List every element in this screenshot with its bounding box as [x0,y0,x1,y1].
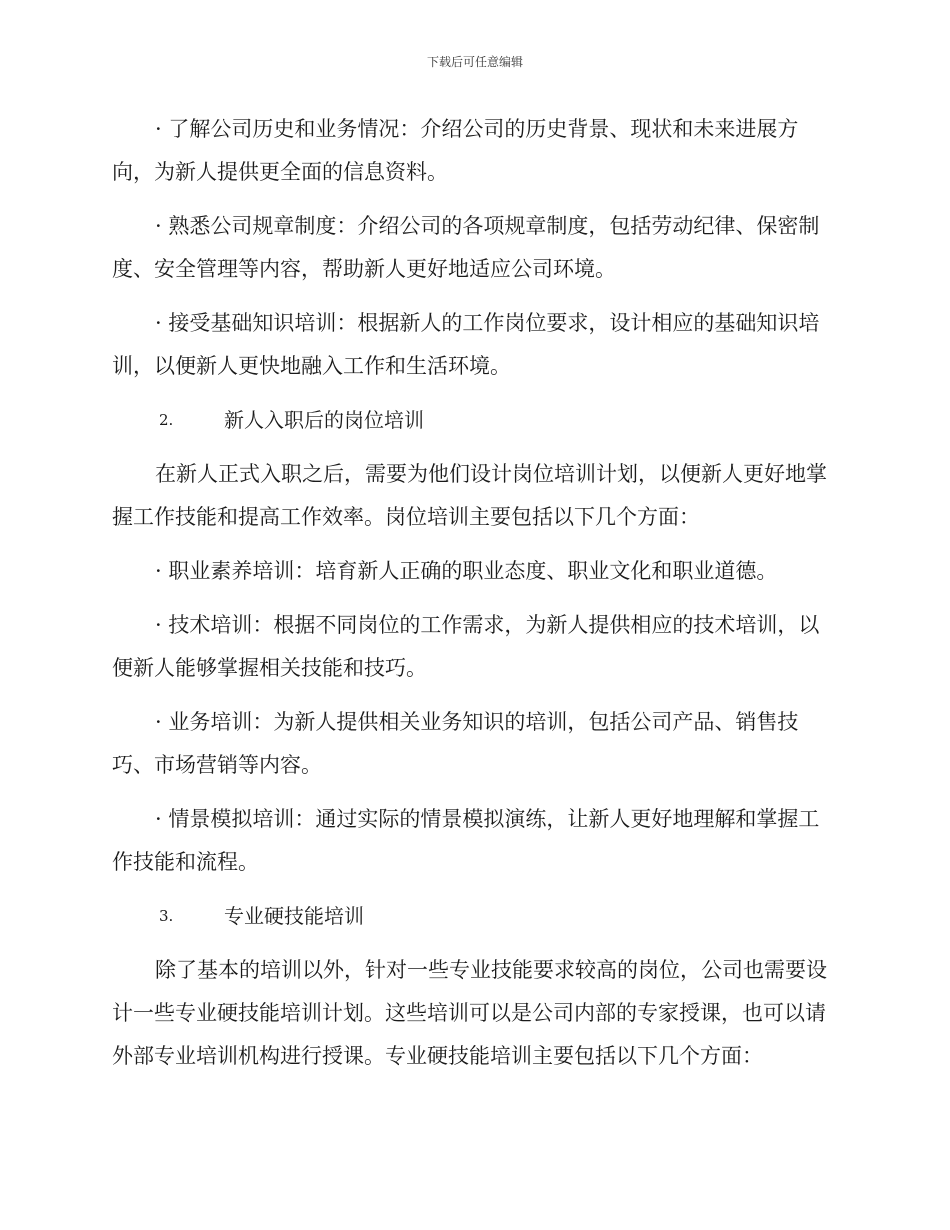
paragraph-post-training-intro: 在新人正式入职之后，需要为他们设计岗位培训计划，以便新人更好地掌握工作技能和提高工作效率。岗位培训主要包括以下几个方面： [112,462,827,529]
page-header: 下载后可任意编辑 [426,55,523,69]
paragraph-technical-training: · 技术培训：根据不同岗位的工作需求，为新人提供相应的技术培训，以便新人能够掌握相关技能和技巧。 [112,613,820,680]
section-number: 3. [159,907,174,925]
section-title: 专业硬技能培训 [224,904,364,928]
section-number: 2. [159,411,174,429]
paragraph-company-rules: · 熟悉公司规章制度：介绍公司的各项规章制度，包括劳动纪律、保密制度、安全管理等内容，帮助新人更好地适应公司环境。 [112,214,820,281]
document-body [112,108,832,1089]
paragraph-company-history: · 了解公司历史和业务情况：介绍公司的历史背景、现状和未来进展方向，为新人提供更全面的信息资料。 [112,117,799,184]
paragraph-scenario-training: · 情景模拟培训：通过实际的情景模拟演练，让新人更好地理解和掌握工作技能和流程。 [112,807,820,874]
section-heading-3 [112,895,832,938]
section-heading-2 [112,399,832,442]
paragraph-hard-skills-intro: 除了基本的培训以外，针对一些专业技能要求较高的岗位，公司也需要设计一些专业硬技能培训计划。这些培训可以是公司内部的专家授课，也可以请外部专业培训机构进行授课。专业硬技能培训主要包括以下几个方面： [112,958,827,1068]
paragraph-business-training: · 业务培训：为新人提供相关业务知识的培训，包括公司产品、销售技巧、市场营销等内容。 [112,710,799,777]
paragraph-professional-quality: · 职业素养培训：培育新人正确的职业态度、职业文化和职业道德。 [155,559,778,583]
section-title: 新人入职后的岗位培训 [224,408,424,432]
paragraph-basic-training: · 接受基础知识培训：根据新人的工作岗位要求，设计相应的基础知识培训，以便新人更快地融入工作和生活环境。 [112,311,820,378]
